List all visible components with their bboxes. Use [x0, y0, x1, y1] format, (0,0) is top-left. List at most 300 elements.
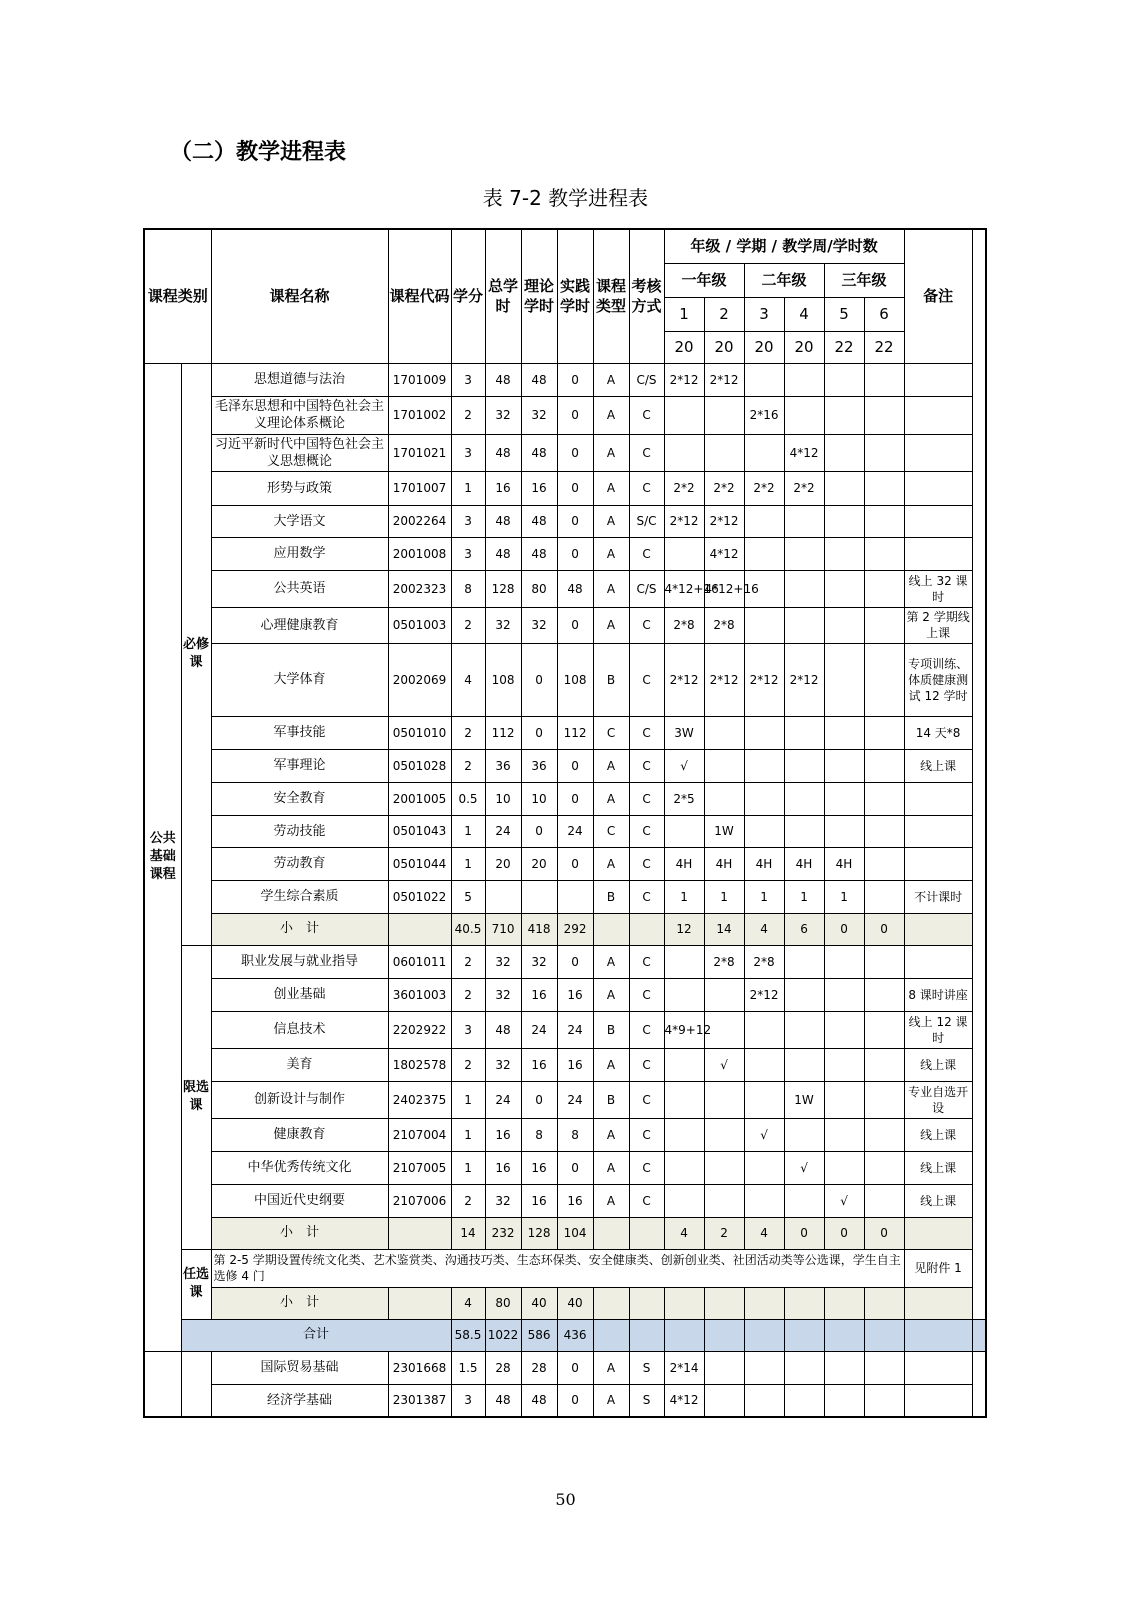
course-name: 中国近代史纲要: [211, 1184, 388, 1217]
grand-total-credit: 58.5: [451, 1319, 485, 1351]
grand-total-empty: [784, 1319, 824, 1351]
course-practice-hours: 0: [557, 782, 593, 815]
semester-2-hours: 4*12: [704, 537, 744, 570]
course-name: 大学语文: [211, 505, 388, 537]
course-note: [904, 434, 972, 471]
semester-4-hours: [784, 945, 824, 978]
subtotal-semester-2: [704, 1287, 744, 1319]
course-theory-hours: 0: [521, 815, 557, 847]
course-assessment: S/C: [629, 505, 664, 537]
semester-1-hours: 2*14: [664, 1351, 704, 1384]
course-practice-hours: 108: [557, 643, 593, 716]
optional-courses-note: 见附件 1: [904, 1249, 972, 1287]
course-theory-hours: 16: [521, 978, 557, 1011]
course-total-hours: 108: [485, 643, 521, 716]
semester-6-hours: [864, 434, 904, 471]
subtotal-credit: 4: [451, 1287, 485, 1319]
course-credit: 1: [451, 471, 485, 505]
semester-5-hours: [824, 607, 864, 643]
semester-5-hours: [824, 396, 864, 434]
grand-total-empty: [629, 1319, 664, 1351]
grand-total-empty: [864, 1319, 904, 1351]
semester-6-hours: [864, 537, 904, 570]
semester-3-hours: [744, 363, 784, 396]
semester-5-hours: [824, 1118, 864, 1151]
course-theory-hours: 36: [521, 749, 557, 782]
table-row: [144, 1351, 986, 1384]
subtotal-code-empty: [388, 1217, 451, 1249]
table-row: [144, 505, 986, 537]
course-assessment: C: [629, 815, 664, 847]
course-theory-hours: 16: [521, 471, 557, 505]
course-type: A: [593, 978, 629, 1011]
course-total-hours: 48: [485, 537, 521, 570]
semester-4-hours: [784, 782, 824, 815]
subtotal-semester-6: [864, 1287, 904, 1319]
course-theory-hours: 0: [521, 1081, 557, 1118]
course-type: A: [593, 570, 629, 607]
semester-3-hours: [744, 1184, 784, 1217]
subtotal-total-hours: 80: [485, 1287, 521, 1319]
course-total-hours: 48: [485, 1011, 521, 1048]
course-total-hours: 32: [485, 607, 521, 643]
subtotal-practice-hours: 40: [557, 1287, 593, 1319]
group-optional: 任选课: [181, 1249, 211, 1319]
semester-4-hours: 2*2: [784, 471, 824, 505]
course-assessment: C: [629, 607, 664, 643]
semester-3-hours: [744, 815, 784, 847]
group-required: 必修课: [181, 363, 211, 945]
semester-5-hours: [824, 434, 864, 471]
semester-5-hours: [824, 363, 864, 396]
subtotal-row: [144, 1217, 986, 1249]
course-type: A: [593, 434, 629, 471]
semester-3-hours: [744, 1081, 784, 1118]
course-practice-hours: 16: [557, 1048, 593, 1081]
grand-total-row: [144, 1319, 986, 1351]
course-total-hours: 48: [485, 363, 521, 396]
semester-3-hours: [744, 1351, 784, 1384]
grand-total-empty: [704, 1319, 744, 1351]
course-total-hours: 36: [485, 749, 521, 782]
semester-3-hours: 1: [744, 880, 784, 913]
semester-6-hours: [864, 1384, 904, 1417]
course-code: 3601003: [388, 978, 451, 1011]
course-note: 线上课: [904, 749, 972, 782]
table-row: [144, 880, 986, 913]
course-practice-hours: 0: [557, 1151, 593, 1184]
semester-2-hours: 4*12+16: [704, 570, 744, 607]
header-weeks-semester-5: 22: [824, 331, 864, 363]
subtotal-type-empty: [593, 1217, 629, 1249]
semester-5-hours: [824, 749, 864, 782]
subtotal-type-empty: [593, 913, 629, 945]
semester-1-hours: 4*9+12: [664, 1011, 704, 1048]
grand-total-empty: [824, 1319, 864, 1351]
semester-2-hours: √: [704, 1048, 744, 1081]
course-total-hours: 24: [485, 815, 521, 847]
subtotal-semester-6: 0: [864, 913, 904, 945]
semester-4-hours: [784, 1384, 824, 1417]
table-row: [144, 1118, 986, 1151]
semester-3-hours: [744, 505, 784, 537]
course-credit: 1: [451, 847, 485, 880]
subtotal-semester-5: 0: [824, 913, 864, 945]
course-type: A: [593, 1048, 629, 1081]
course-name: 信息技术: [211, 1011, 388, 1048]
course-code: 2202922: [388, 1011, 451, 1048]
semester-1-hours: 2*12: [664, 363, 704, 396]
semester-4-hours: 2*12: [784, 643, 824, 716]
subtotal-semester-4: 6: [784, 913, 824, 945]
semester-3-hours: 4H: [744, 847, 784, 880]
course-practice-hours: 0: [557, 847, 593, 880]
semester-6-hours: [864, 945, 904, 978]
semester-2-hours: 2*2: [704, 471, 744, 505]
semester-3-hours: [744, 1384, 784, 1417]
semester-1-hours: 2*12: [664, 505, 704, 537]
semester-4-hours: [784, 570, 824, 607]
semester-4-hours: [784, 716, 824, 749]
subtotal-note-empty: [904, 1287, 972, 1319]
course-code: 2402375: [388, 1081, 451, 1118]
course-type: A: [593, 363, 629, 396]
course-type: A: [593, 782, 629, 815]
semester-3-hours: [744, 716, 784, 749]
subtotal-total-hours: 710: [485, 913, 521, 945]
header-total-hours: 总学时: [485, 229, 521, 363]
semester-6-hours: [864, 363, 904, 396]
course-name: 职业发展与就业指导: [211, 945, 388, 978]
course-practice-hours: 16: [557, 1184, 593, 1217]
semester-3-hours: [744, 607, 784, 643]
course-name: 形势与政策: [211, 471, 388, 505]
semester-4-hours: [784, 1048, 824, 1081]
course-note: 线上课: [904, 1151, 972, 1184]
course-credit: 1: [451, 1151, 485, 1184]
course-practice-hours: [557, 880, 593, 913]
semester-3-hours: [744, 782, 784, 815]
course-code: 1701021: [388, 434, 451, 471]
course-theory-hours: 48: [521, 505, 557, 537]
semester-6-hours: [864, 1081, 904, 1118]
course-type: B: [593, 880, 629, 913]
semester-2-hours: [704, 716, 744, 749]
subtotal-code-empty: [388, 913, 451, 945]
course-assessment: C: [629, 537, 664, 570]
subtotal-semester-1: 4: [664, 1217, 704, 1249]
header-practice-hours: 实践学时: [557, 229, 593, 363]
course-credit: 0.5: [451, 782, 485, 815]
course-total-hours: 32: [485, 978, 521, 1011]
course-practice-hours: 24: [557, 1011, 593, 1048]
semester-6-hours: [864, 1184, 904, 1217]
semester-1-hours: 2*8: [664, 607, 704, 643]
course-credit: 2: [451, 607, 485, 643]
course-type: A: [593, 537, 629, 570]
course-credit: 3: [451, 1011, 485, 1048]
course-code: 2002323: [388, 570, 451, 607]
grand-total-empty: [593, 1319, 629, 1351]
course-name: 国际贸易基础: [211, 1351, 388, 1384]
semester-2-hours: [704, 1118, 744, 1151]
semester-6-hours: [864, 607, 904, 643]
header-course-type: 课程类型: [593, 229, 629, 363]
course-total-hours: 16: [485, 1151, 521, 1184]
course-code: 2301387: [388, 1384, 451, 1417]
subtotal-semester-4: [784, 1287, 824, 1319]
course-code: 2107004: [388, 1118, 451, 1151]
course-note: [904, 847, 972, 880]
course-total-hours: [485, 880, 521, 913]
course-practice-hours: 48: [557, 570, 593, 607]
course-credit: 2: [451, 1184, 485, 1217]
semester-6-hours: [864, 1118, 904, 1151]
course-code: 2107005: [388, 1151, 451, 1184]
course-type: B: [593, 643, 629, 716]
semester-5-hours: √: [824, 1184, 864, 1217]
semester-1-hours: 4H: [664, 847, 704, 880]
course-total-hours: 32: [485, 396, 521, 434]
course-code: 2002069: [388, 643, 451, 716]
course-theory-hours: 28: [521, 1351, 557, 1384]
semester-2-hours: [704, 782, 744, 815]
semester-1-hours: [664, 1081, 704, 1118]
semester-1-hours: √: [664, 749, 704, 782]
teaching-schedule-table: [143, 228, 987, 1418]
subtotal-semester-3: 4: [744, 913, 784, 945]
semester-1-hours: [664, 1118, 704, 1151]
header-credits: 学分: [451, 229, 485, 363]
semester-3-hours: 2*16: [744, 396, 784, 434]
header-weeks-semester-1: 20: [664, 331, 704, 363]
course-note: [904, 471, 972, 505]
semester-4-hours: 1W: [784, 1081, 824, 1118]
semester-3-hours: 2*12: [744, 643, 784, 716]
semester-2-hours: [704, 1351, 744, 1384]
semester-6-hours: [864, 782, 904, 815]
course-assessment: C: [629, 1184, 664, 1217]
header-theory-hours: 理论学时: [521, 229, 557, 363]
semester-4-hours: [784, 1011, 824, 1048]
subtotal-semester-6: 0: [864, 1217, 904, 1249]
course-name: 军事技能: [211, 716, 388, 749]
course-credit: 2: [451, 978, 485, 1011]
semester-2-hours: 1: [704, 880, 744, 913]
course-practice-hours: 0: [557, 471, 593, 505]
course-type: A: [593, 396, 629, 434]
course-note: 第 2 学期线上课: [904, 607, 972, 643]
semester-2-hours: [704, 1384, 744, 1417]
course-code: 1701009: [388, 363, 451, 396]
course-credit: 3: [451, 363, 485, 396]
course-name: 创业基础: [211, 978, 388, 1011]
course-type: A: [593, 505, 629, 537]
subtotal-note-empty: [904, 913, 972, 945]
semester-5-hours: [824, 1384, 864, 1417]
semester-1-hours: 4*12: [664, 1384, 704, 1417]
subtotal-label: 小 计: [211, 1217, 388, 1249]
course-theory-hours: 10: [521, 782, 557, 815]
semester-1-hours: 2*2: [664, 471, 704, 505]
subtotal-credit: 14: [451, 1217, 485, 1249]
course-credit: 2: [451, 749, 485, 782]
course-note: [904, 782, 972, 815]
subtotal-semester-1: [664, 1287, 704, 1319]
course-practice-hours: 0: [557, 749, 593, 782]
subtotal-row: [144, 913, 986, 945]
course-type: A: [593, 471, 629, 505]
course-total-hours: 32: [485, 945, 521, 978]
course-name: 心理健康教育: [211, 607, 388, 643]
course-note: [904, 363, 972, 396]
semester-4-hours: 4*12: [784, 434, 824, 471]
course-note: 线上课: [904, 1184, 972, 1217]
course-credit: 3: [451, 434, 485, 471]
course-assessment: C: [629, 716, 664, 749]
course-credit: 1: [451, 1081, 485, 1118]
table-row: [144, 847, 986, 880]
header-schedule-group: 年级 / 学期 / 教学周/学时数: [664, 229, 904, 263]
course-code: 0501028: [388, 749, 451, 782]
table-row: [144, 471, 986, 505]
semester-1-hours: 2*12: [664, 643, 704, 716]
subtotal-theory-hours: 40: [521, 1287, 557, 1319]
subtotal-semester-5: [824, 1287, 864, 1319]
course-note: [904, 815, 972, 847]
table-row: [144, 570, 986, 607]
table-row: [144, 782, 986, 815]
course-note: 线上课: [904, 1118, 972, 1151]
header-semester-6: 6: [864, 297, 904, 331]
semester-6-hours: [864, 1351, 904, 1384]
course-theory-hours: 0: [521, 643, 557, 716]
course-assessment: C: [629, 945, 664, 978]
header-category: 课程类别: [144, 229, 211, 363]
semester-1-hours: [664, 1048, 704, 1081]
header-semester-4: 4: [784, 297, 824, 331]
course-code: 0501010: [388, 716, 451, 749]
course-practice-hours: 0: [557, 505, 593, 537]
course-theory-hours: 48: [521, 434, 557, 471]
course-assessment: C: [629, 396, 664, 434]
semester-4-hours: [784, 537, 824, 570]
table-row: [144, 1151, 986, 1184]
course-name: 大学体育: [211, 643, 388, 716]
course-name: 安全教育: [211, 782, 388, 815]
subtotal-semester-3: [744, 1287, 784, 1319]
subtotal-credit: 40.5: [451, 913, 485, 945]
subtotal-code-empty: [388, 1287, 451, 1319]
semester-1-hours: [664, 1184, 704, 1217]
course-total-hours: 32: [485, 1184, 521, 1217]
course-type: A: [593, 749, 629, 782]
course-theory-hours: 0: [521, 716, 557, 749]
semester-6-hours: [864, 570, 904, 607]
table-row: [144, 537, 986, 570]
course-name: 军事理论: [211, 749, 388, 782]
subtotal-assess-empty: [629, 1287, 664, 1319]
semester-5-hours: [824, 1151, 864, 1184]
table-row: [144, 978, 986, 1011]
course-assessment: C: [629, 471, 664, 505]
group-public-base: 公共基础课程: [144, 363, 181, 1351]
semester-4-hours: [784, 396, 824, 434]
course-credit: 4: [451, 643, 485, 716]
semester-6-hours: [864, 1011, 904, 1048]
semester-1-hours: [664, 537, 704, 570]
course-note: 线上课: [904, 1048, 972, 1081]
course-assessment: C: [629, 749, 664, 782]
course-total-hours: 20: [485, 847, 521, 880]
course-assessment: C/S: [629, 570, 664, 607]
subtotal-assess-empty: [629, 1217, 664, 1249]
semester-1-hours: [664, 1151, 704, 1184]
course-theory-hours: 32: [521, 607, 557, 643]
table-row: [144, 716, 986, 749]
course-type: A: [593, 1351, 629, 1384]
course-name: 学生综合素质: [211, 880, 388, 913]
course-assessment: C: [629, 880, 664, 913]
course-credit: 2: [451, 716, 485, 749]
course-credit: 2: [451, 1048, 485, 1081]
course-total-hours: 16: [485, 1118, 521, 1151]
course-practice-hours: 0: [557, 1351, 593, 1384]
course-assessment: S: [629, 1384, 664, 1417]
header-semester-3: 3: [744, 297, 784, 331]
semester-2-hours: [704, 1081, 744, 1118]
semester-4-hours: [784, 815, 824, 847]
semester-4-hours: 1: [784, 880, 824, 913]
semester-2-hours: 2*12: [704, 505, 744, 537]
course-practice-hours: 0: [557, 607, 593, 643]
semester-1-hours: [664, 434, 704, 471]
subtotal-practice-hours: 292: [557, 913, 593, 945]
course-type: B: [593, 1011, 629, 1048]
semester-2-hours: 4H: [704, 847, 744, 880]
course-note: [904, 505, 972, 537]
semester-4-hours: [784, 505, 824, 537]
semester-1-hours: 3W: [664, 716, 704, 749]
course-practice-hours: 24: [557, 1081, 593, 1118]
table-row: [144, 1048, 986, 1081]
table-row: [144, 1249, 986, 1287]
course-total-hours: 10: [485, 782, 521, 815]
course-type: A: [593, 1118, 629, 1151]
subtotal-semester-5: 0: [824, 1217, 864, 1249]
course-note: [904, 1351, 972, 1384]
semester-4-hours: [784, 1351, 824, 1384]
course-type: A: [593, 607, 629, 643]
course-practice-hours: 0: [557, 945, 593, 978]
course-credit: 2: [451, 396, 485, 434]
course-assessment: C: [629, 643, 664, 716]
course-credit: 3: [451, 505, 485, 537]
semester-4-hours: √: [784, 1151, 824, 1184]
course-total-hours: 16: [485, 471, 521, 505]
course-note: 线上 12 课时: [904, 1011, 972, 1048]
course-code: 1701002: [388, 396, 451, 434]
grand-total-label: 合计: [181, 1319, 451, 1351]
course-assessment: C: [629, 978, 664, 1011]
course-note: [904, 396, 972, 434]
course-total-hours: 48: [485, 505, 521, 537]
table-row: [144, 1081, 986, 1118]
table-row: [144, 434, 986, 471]
course-total-hours: 48: [485, 1384, 521, 1417]
course-assessment: C: [629, 1118, 664, 1151]
grand-total-hours: 1022: [485, 1319, 521, 1351]
